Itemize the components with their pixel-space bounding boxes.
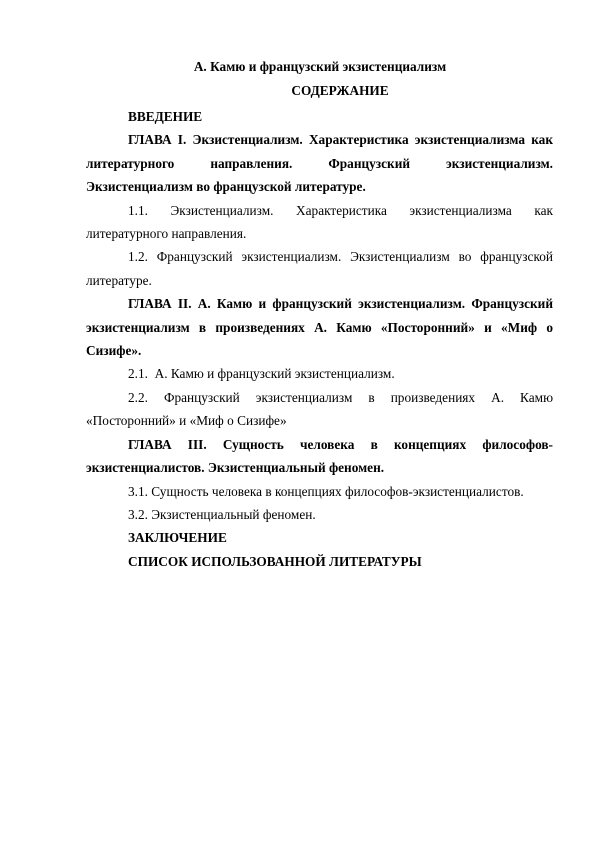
- toc-entry-section-1-1: 1.1. Экзистенциализм. Характеристика экзистенциализма как литературного направления.: [86, 202, 553, 242]
- toc-heading: СОДЕРЖАНИЕ: [291, 83, 389, 98]
- toc-entry-section-2-2: 2.2. Французский экзистенциализм в произведениях А. Камю «Посторонний» и «Миф о Сизифе»: [86, 389, 553, 429]
- toc-entry-introduction: ВВЕДЕНИЕ: [128, 109, 203, 124]
- toc-entry-section-1-2: 1.2. Французский экзистенциализм. Экзистенциализм во французской литературе.: [86, 249, 553, 288]
- table-of-contents: [86, 105, 553, 573]
- toc-entry-section-3-1: 3.1. Сущность человека в концепциях философов-экзистенциалистов.: [128, 483, 524, 499]
- toc-entry-conclusion: ЗАКЛЮЧЕНИЕ: [128, 530, 227, 546]
- toc-entry-chapter-1: ГЛАВА I. Экзистенциализм. Характеристика экзистенциализма как литературного направления. Французский экзистенциализм. Экзистенциализм во французской литературе.: [86, 132, 553, 195]
- document-title: А. Камю и французский экзистенциализм: [193, 59, 447, 74]
- toc-entry-chapter-3: ГЛАВА III. Сущность человека в концепциях философов-экзистенциалистов. Экзистенциальный феномен.: [86, 436, 553, 476]
- toc-entry-bibliography: СПИСОК ИСПОЛЬЗОВАННОЙ ЛИТЕРАТУРЫ: [128, 553, 422, 569]
- toc-entry-section-2-1: 2.1. А. Камю и французский экзистенциализм.: [128, 366, 395, 382]
- toc-entry-chapter-2: ГЛАВА II. А. Камю и французский экзистенциализм. Французский экзистенциализм в произведениях А. Камю «Посторонний» и «Миф о Сизифе».: [86, 296, 553, 359]
- toc-entry-section-3-2: 3.2. Экзистенциальный феномен.: [128, 506, 316, 522]
